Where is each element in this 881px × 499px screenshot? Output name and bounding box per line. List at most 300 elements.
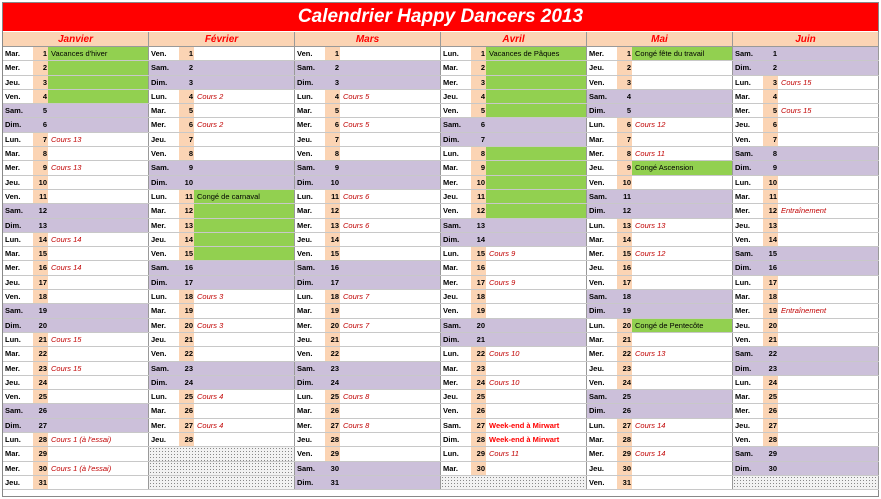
day-number: 9 xyxy=(325,161,340,174)
day-row xyxy=(3,190,149,204)
course-note: Cours 14 xyxy=(48,261,149,274)
course-note: Cours 15 xyxy=(778,104,879,117)
day-number: 3 xyxy=(179,76,194,89)
day-number: 9 xyxy=(763,161,778,174)
day-number: 31 xyxy=(325,476,340,489)
day-number: 8 xyxy=(617,147,632,160)
weekday-label: Jeu. xyxy=(589,463,605,473)
weekday-label: Lun. xyxy=(735,77,751,87)
day-row xyxy=(587,219,733,233)
weekday-label: Jeu. xyxy=(297,234,313,244)
day-number: 13 xyxy=(763,219,778,232)
day-number: 13 xyxy=(471,219,486,232)
day-row xyxy=(587,118,733,132)
day-row xyxy=(3,233,149,247)
weekday-label: Mer. xyxy=(5,163,21,173)
weekday-label: Mer. xyxy=(151,420,167,430)
weekday-label: Jeu. xyxy=(735,320,751,330)
weekday-label: Dim. xyxy=(5,220,22,230)
day-note xyxy=(486,333,587,346)
weekday-label: Ven. xyxy=(151,249,167,259)
day-number: 26 xyxy=(179,404,194,417)
day-row xyxy=(441,362,587,376)
day-row xyxy=(587,362,733,376)
day-note xyxy=(632,433,733,446)
day-number: 12 xyxy=(179,204,194,217)
day-number: 19 xyxy=(471,304,486,317)
day-note xyxy=(194,333,295,346)
day-row xyxy=(295,261,441,275)
day-note xyxy=(632,76,733,89)
day-number: 6 xyxy=(179,118,194,131)
day-note xyxy=(486,304,587,317)
day-number: 19 xyxy=(33,304,48,317)
weekday-label: Mer. xyxy=(297,220,313,230)
day-note xyxy=(340,247,441,260)
day-row xyxy=(441,219,587,233)
day-note xyxy=(486,290,587,303)
day-number: 8 xyxy=(325,147,340,160)
day-row xyxy=(149,347,295,361)
day-row xyxy=(733,47,879,61)
course-note: Cours 9 xyxy=(486,247,587,260)
day-number: 11 xyxy=(471,190,486,203)
day-note xyxy=(778,419,879,432)
day-number: 14 xyxy=(763,233,778,246)
weekday-label: Dim. xyxy=(443,234,460,244)
day-row xyxy=(733,333,879,347)
empty-day-cell xyxy=(149,476,295,490)
weekday-label: Dim. xyxy=(735,263,752,273)
day-row xyxy=(587,204,733,218)
day-number: 21 xyxy=(33,333,48,346)
day-number: 7 xyxy=(325,133,340,146)
day-note xyxy=(486,390,587,403)
day-row xyxy=(3,419,149,433)
day-note xyxy=(194,104,295,117)
course-note: Cours 12 xyxy=(632,247,733,260)
weekday-label: Mar. xyxy=(443,263,459,273)
day-row xyxy=(733,319,879,333)
day-row xyxy=(587,304,733,318)
day-row xyxy=(295,433,441,447)
day-row xyxy=(149,376,295,390)
weekday-label: Sam. xyxy=(297,263,315,273)
day-number: 4 xyxy=(763,90,778,103)
weekday-label: Ven. xyxy=(297,449,313,459)
holiday-note xyxy=(486,190,587,203)
day-note xyxy=(632,261,733,274)
day-number: 2 xyxy=(617,61,632,74)
day-number: 7 xyxy=(617,133,632,146)
day-row xyxy=(149,190,295,204)
day-number: 30 xyxy=(471,462,486,475)
day-number: 2 xyxy=(33,61,48,74)
weekday-label: Mer. xyxy=(5,263,21,273)
weekday-label: Jeu. xyxy=(589,63,605,73)
day-row xyxy=(3,290,149,304)
day-row xyxy=(733,362,879,376)
day-row xyxy=(587,390,733,404)
day-number: 11 xyxy=(33,190,48,203)
day-note xyxy=(486,404,587,417)
day-note xyxy=(340,233,441,246)
day-row xyxy=(3,161,149,175)
course-note: Cours 13 xyxy=(48,161,149,174)
day-row xyxy=(149,390,295,404)
day-row xyxy=(733,118,879,132)
weekday-label: Sam. xyxy=(443,420,461,430)
day-row xyxy=(441,147,587,161)
day-note xyxy=(778,276,879,289)
day-number: 27 xyxy=(763,419,778,432)
empty-day-cell xyxy=(149,462,295,476)
day-row xyxy=(587,276,733,290)
weekday-label: Ven. xyxy=(443,206,459,216)
weekday-label: Mar. xyxy=(5,149,21,159)
day-row xyxy=(3,204,149,218)
day-row xyxy=(149,304,295,318)
weekday-label: Ven. xyxy=(443,406,459,416)
day-note xyxy=(778,219,879,232)
weekday-label: Mar. xyxy=(735,392,751,402)
day-number: 5 xyxy=(471,104,486,117)
day-row xyxy=(587,190,733,204)
day-note xyxy=(778,147,879,160)
weekday-label: Sam. xyxy=(151,163,169,173)
weekday-label: Mer. xyxy=(5,463,21,473)
day-number: 29 xyxy=(471,447,486,460)
day-number: 12 xyxy=(471,204,486,217)
weekday-label: Jeu. xyxy=(297,334,313,344)
day-row xyxy=(733,204,879,218)
day-note xyxy=(194,404,295,417)
day-number: 5 xyxy=(617,104,632,117)
weekday-label: Dim. xyxy=(151,77,168,87)
weekday-label: Dim. xyxy=(297,477,314,487)
day-note xyxy=(340,76,441,89)
day-number: 1 xyxy=(617,47,632,60)
day-number: 7 xyxy=(33,133,48,146)
day-note xyxy=(340,47,441,60)
weekday-label: Jeu. xyxy=(735,420,751,430)
day-row xyxy=(295,304,441,318)
weekday-label: Dim. xyxy=(297,177,314,187)
day-row xyxy=(441,261,587,275)
day-note xyxy=(778,390,879,403)
day-number: 7 xyxy=(471,133,486,146)
day-number: 29 xyxy=(763,447,778,460)
day-row xyxy=(295,447,441,461)
day-row xyxy=(733,147,879,161)
day-number: 29 xyxy=(33,447,48,460)
day-note xyxy=(778,261,879,274)
day-number: 28 xyxy=(763,433,778,446)
day-note xyxy=(340,276,441,289)
weekday-label: Jeu. xyxy=(297,134,313,144)
day-note xyxy=(48,276,149,289)
course-note: Cours 6 xyxy=(340,190,441,203)
day-number: 25 xyxy=(763,390,778,403)
day-note xyxy=(194,161,295,174)
day-row xyxy=(295,133,441,147)
weekday-label: Sam. xyxy=(735,249,753,259)
holiday-note xyxy=(48,61,149,74)
day-row xyxy=(441,304,587,318)
day-row xyxy=(3,404,149,418)
weekday-label: Dim. xyxy=(589,406,606,416)
weekday-label: Mar. xyxy=(589,134,605,144)
day-row xyxy=(295,362,441,376)
day-number: 15 xyxy=(179,247,194,260)
day-note xyxy=(194,261,295,274)
weekday-label: Mer. xyxy=(735,106,751,116)
day-number: 15 xyxy=(325,247,340,260)
day-note xyxy=(340,347,441,360)
weekday-label: Jeu. xyxy=(589,263,605,273)
day-note xyxy=(194,61,295,74)
weekday-label: Mar. xyxy=(5,49,21,58)
course-note: Cours 6 xyxy=(340,219,441,232)
day-row xyxy=(149,433,295,447)
day-number: 25 xyxy=(471,390,486,403)
day-row xyxy=(733,347,879,361)
day-note xyxy=(632,362,733,375)
month-header: Avril xyxy=(441,32,587,47)
day-row xyxy=(295,333,441,347)
weekday-label: Mer. xyxy=(589,449,605,459)
weekday-label: Mer. xyxy=(5,363,21,373)
course-note: Entraînement xyxy=(778,304,879,317)
day-number: 26 xyxy=(471,404,486,417)
day-note xyxy=(632,376,733,389)
holiday-note: Vacances d'hiver xyxy=(48,47,149,60)
day-row xyxy=(149,404,295,418)
weekday-label: Ven. xyxy=(589,177,605,187)
day-row xyxy=(295,61,441,75)
weekday-label: Sam. xyxy=(589,191,607,201)
day-number: 16 xyxy=(763,261,778,274)
weekday-label: Mar. xyxy=(443,63,459,73)
day-row xyxy=(441,133,587,147)
weekday-label: Lun. xyxy=(5,334,21,344)
day-number: 23 xyxy=(763,362,778,375)
day-number: 13 xyxy=(179,219,194,232)
course-note: Cours 3 xyxy=(194,319,295,332)
course-note: Cours 11 xyxy=(632,147,733,160)
weekday-label: Sam. xyxy=(735,149,753,159)
day-row xyxy=(149,204,295,218)
weekday-label: Dim. xyxy=(735,163,752,173)
day-row xyxy=(149,362,295,376)
course-note: Cours 10 xyxy=(486,376,587,389)
day-row xyxy=(441,204,587,218)
day-row xyxy=(295,90,441,104)
weekday-label: Sam. xyxy=(151,363,169,373)
day-row xyxy=(587,447,733,461)
day-note xyxy=(778,433,879,446)
day-row xyxy=(587,161,733,175)
day-note xyxy=(632,404,733,417)
day-number: 9 xyxy=(471,161,486,174)
day-number: 25 xyxy=(617,390,632,403)
course-note: Cours 11 xyxy=(486,447,587,460)
day-number: 27 xyxy=(325,419,340,432)
weekday-label: Mer. xyxy=(589,49,605,58)
day-row xyxy=(587,76,733,90)
day-number: 20 xyxy=(617,319,632,332)
holiday-note: Vacances de Pâques xyxy=(486,47,587,60)
day-note xyxy=(48,176,149,189)
day-row xyxy=(3,176,149,190)
day-row xyxy=(295,319,441,333)
day-note xyxy=(632,90,733,103)
day-row xyxy=(441,233,587,247)
weekday-label: Mer. xyxy=(443,77,459,87)
day-number: 20 xyxy=(471,319,486,332)
day-note xyxy=(340,161,441,174)
day-row xyxy=(149,261,295,275)
day-number: 24 xyxy=(763,376,778,389)
weekday-label: Mer. xyxy=(735,406,751,416)
weekday-label: Dim. xyxy=(443,435,460,445)
day-note xyxy=(340,133,441,146)
day-row xyxy=(733,133,879,147)
day-note xyxy=(778,290,879,303)
day-number: 12 xyxy=(617,204,632,217)
day-note xyxy=(194,304,295,317)
day-number: 23 xyxy=(179,362,194,375)
weekday-label: Lun. xyxy=(735,377,751,387)
day-number: 16 xyxy=(617,261,632,274)
day-note xyxy=(486,133,587,146)
day-note xyxy=(340,204,441,217)
day-number: 4 xyxy=(471,90,486,103)
weekday-label: Mer. xyxy=(297,320,313,330)
day-row xyxy=(295,219,441,233)
holiday-note xyxy=(194,204,295,217)
day-note xyxy=(48,376,149,389)
day-row xyxy=(733,261,879,275)
weekday-label: Jeu. xyxy=(5,377,21,387)
course-note: Cours 8 xyxy=(340,390,441,403)
day-number: 30 xyxy=(325,462,340,475)
day-note xyxy=(778,247,879,260)
course-note: Cours 14 xyxy=(632,419,733,432)
day-note xyxy=(340,104,441,117)
day-note xyxy=(340,447,441,460)
weekday-label: Ven. xyxy=(151,349,167,359)
day-number: 13 xyxy=(617,219,632,232)
day-note xyxy=(48,404,149,417)
day-row xyxy=(587,319,733,333)
day-row xyxy=(441,61,587,75)
day-row xyxy=(295,204,441,218)
day-row xyxy=(587,433,733,447)
day-number: 7 xyxy=(179,133,194,146)
day-note xyxy=(778,376,879,389)
day-number: 24 xyxy=(325,376,340,389)
day-note xyxy=(194,47,295,60)
day-number: 18 xyxy=(33,290,48,303)
weekday-label: Dim. xyxy=(297,277,314,287)
day-row xyxy=(441,90,587,104)
weekday-label: Lun. xyxy=(735,177,751,187)
day-note xyxy=(778,462,879,475)
day-number: 10 xyxy=(763,176,778,189)
weekday-label: Lun. xyxy=(589,320,605,330)
day-number: 13 xyxy=(33,219,48,232)
day-row xyxy=(149,104,295,118)
day-number: 2 xyxy=(763,61,778,74)
day-row xyxy=(3,104,149,118)
holiday-note xyxy=(486,76,587,89)
day-number: 23 xyxy=(617,362,632,375)
day-number: 18 xyxy=(617,290,632,303)
day-note xyxy=(48,319,149,332)
month-column-janvier xyxy=(3,32,149,496)
day-number: 14 xyxy=(33,233,48,246)
day-number: 26 xyxy=(325,404,340,417)
day-row xyxy=(149,161,295,175)
day-number: 22 xyxy=(617,347,632,360)
day-row xyxy=(149,76,295,90)
weekday-label: Jeu. xyxy=(443,91,459,101)
day-row xyxy=(3,362,149,376)
day-number: 28 xyxy=(179,433,194,446)
day-number: 10 xyxy=(33,176,48,189)
weekday-label: Dim. xyxy=(589,106,606,116)
day-number: 17 xyxy=(471,276,486,289)
holiday-note xyxy=(486,104,587,117)
weekday-label: Jeu. xyxy=(5,477,21,487)
weekday-label: Mar. xyxy=(5,249,21,259)
weekday-label: Sam. xyxy=(5,106,23,116)
day-number: 23 xyxy=(33,362,48,375)
holiday-note: Congé Ascension xyxy=(632,161,733,174)
weekday-label: Mar. xyxy=(735,292,751,302)
day-row xyxy=(295,276,441,290)
day-row xyxy=(295,47,441,61)
holiday-note xyxy=(486,61,587,74)
day-note xyxy=(486,319,587,332)
day-note xyxy=(48,476,149,489)
course-note: Cours 1 (à l'essai) xyxy=(48,462,149,475)
day-row xyxy=(587,462,733,476)
day-number: 24 xyxy=(471,376,486,389)
weekday-label: Lun. xyxy=(151,191,167,201)
weekday-label: Mar. xyxy=(151,106,167,116)
event-note: Week-end à Mirwart xyxy=(486,433,587,446)
weekday-label: Lun. xyxy=(443,49,459,58)
day-row xyxy=(3,304,149,318)
month-header: Janvier xyxy=(3,32,149,47)
day-row xyxy=(149,247,295,261)
weekday-label: Dim. xyxy=(443,334,460,344)
day-note xyxy=(340,362,441,375)
day-row xyxy=(149,176,295,190)
day-number: 1 xyxy=(763,47,778,60)
day-number: 27 xyxy=(471,419,486,432)
day-number: 21 xyxy=(471,333,486,346)
day-number: 3 xyxy=(33,76,48,89)
weekday-label: Ven. xyxy=(443,306,459,316)
day-number: 25 xyxy=(33,390,48,403)
day-number: 15 xyxy=(33,247,48,260)
weekday-label: Dim. xyxy=(589,306,606,316)
day-note xyxy=(486,462,587,475)
weekday-label: Lun. xyxy=(5,234,21,244)
